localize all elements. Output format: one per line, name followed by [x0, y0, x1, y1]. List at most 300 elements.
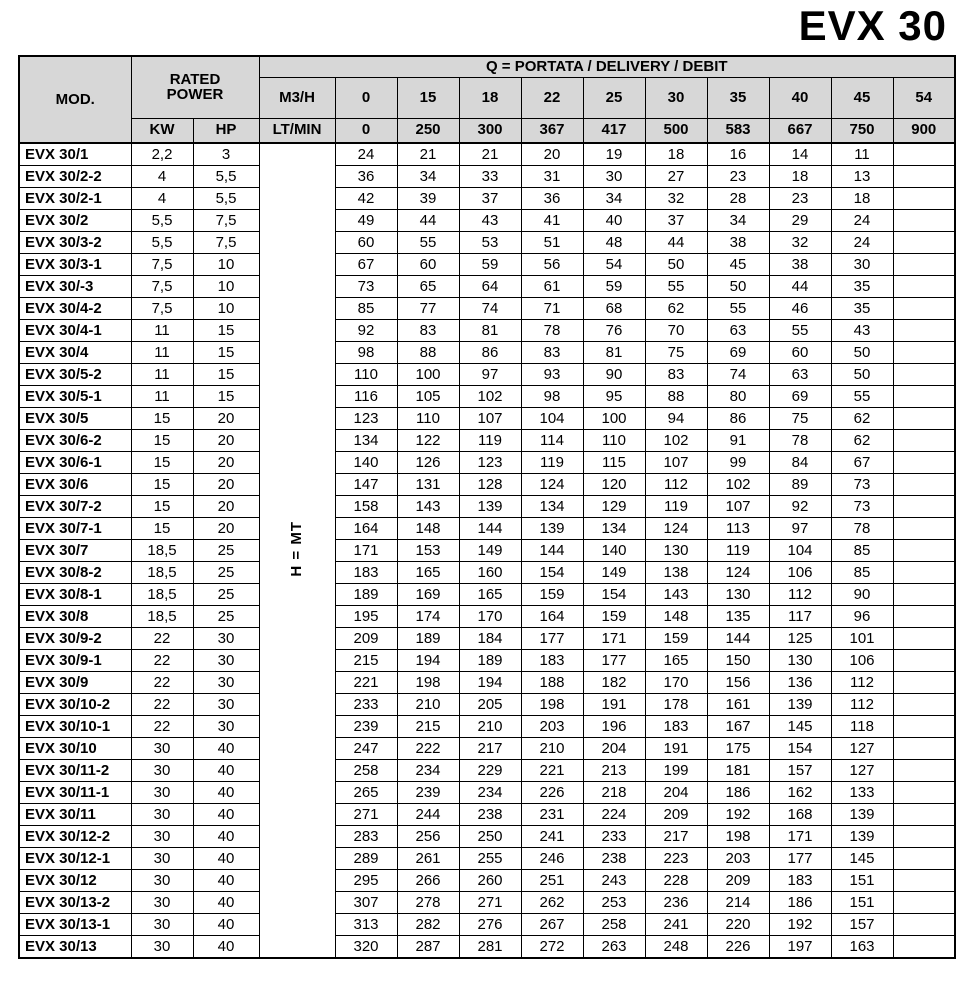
head-value-cell: 37: [459, 188, 521, 210]
hp-cell: 10: [193, 298, 259, 320]
head-value-cell: [893, 672, 955, 694]
head-value-cell: 31: [521, 166, 583, 188]
m3h-value: 25: [583, 77, 645, 118]
head-value-cell: 97: [769, 518, 831, 540]
head-value-cell: 175: [707, 738, 769, 760]
head-value-cell: 224: [583, 804, 645, 826]
head-value-cell: 60: [397, 254, 459, 276]
head-value-cell: 186: [769, 892, 831, 914]
head-value-cell: 295: [335, 870, 397, 892]
head-value-cell: 255: [459, 848, 521, 870]
kw-cell: 11: [131, 320, 193, 342]
head-value-cell: 170: [459, 606, 521, 628]
head-value-cell: 50: [645, 254, 707, 276]
head-value-cell: [893, 628, 955, 650]
head-value-cell: 198: [397, 672, 459, 694]
head-value-cell: 130: [645, 540, 707, 562]
head-value-cell: 60: [335, 232, 397, 254]
hp-cell: 10: [193, 254, 259, 276]
head-value-cell: [893, 430, 955, 452]
head-value-cell: [893, 804, 955, 826]
head-value-cell: 122: [397, 430, 459, 452]
head-value-cell: 139: [769, 694, 831, 716]
head-value-cell: 11: [831, 143, 893, 166]
head-value-cell: 281: [459, 936, 521, 959]
head-value-cell: 181: [707, 760, 769, 782]
model-cell: EVX 30/7-2: [19, 496, 131, 518]
table-row: [19, 210, 955, 232]
kw-cell: 30: [131, 826, 193, 848]
head-value-cell: [893, 606, 955, 628]
head-value-cell: 276: [459, 914, 521, 936]
head-value-cell: 214: [707, 892, 769, 914]
head-value-cell: 145: [769, 716, 831, 738]
head-value-cell: [893, 276, 955, 298]
head-value-cell: 271: [459, 892, 521, 914]
head-value-cell: 205: [459, 694, 521, 716]
head-value-cell: 102: [645, 430, 707, 452]
head-value-cell: 178: [645, 694, 707, 716]
rated-power-header: [131, 56, 259, 118]
head-value-cell: 51: [521, 232, 583, 254]
head-value-cell: 83: [397, 320, 459, 342]
model-cell: EVX 30/8: [19, 606, 131, 628]
model-cell: EVX 30/9-1: [19, 650, 131, 672]
head-value-cell: [893, 232, 955, 254]
head-value-cell: 90: [831, 584, 893, 606]
head-value-cell: 44: [645, 232, 707, 254]
head-value-cell: 102: [707, 474, 769, 496]
head-value-cell: [893, 496, 955, 518]
kw-cell: 30: [131, 892, 193, 914]
head-value-cell: [893, 188, 955, 210]
table-row: [19, 364, 955, 386]
head-value-cell: 139: [521, 518, 583, 540]
head-value-cell: 233: [583, 826, 645, 848]
head-value-cell: 38: [769, 254, 831, 276]
kw-cell: 15: [131, 496, 193, 518]
head-value-cell: 124: [707, 562, 769, 584]
head-value-cell: 49: [335, 210, 397, 232]
model-cell: EVX 30/7-1: [19, 518, 131, 540]
head-value-cell: 183: [769, 870, 831, 892]
head-value-cell: 192: [707, 804, 769, 826]
head-value-cell: [893, 760, 955, 782]
m3h-value: 45: [831, 77, 893, 118]
head-value-cell: 104: [521, 408, 583, 430]
table-row: [19, 628, 955, 650]
head-value-cell: 233: [335, 694, 397, 716]
model-cell: EVX 30/3-1: [19, 254, 131, 276]
head-value-cell: 67: [335, 254, 397, 276]
head-value-cell: 18: [831, 188, 893, 210]
head-value-cell: 92: [769, 496, 831, 518]
head-value-cell: 307: [335, 892, 397, 914]
head-value-cell: [893, 694, 955, 716]
kw-cell: 11: [131, 342, 193, 364]
head-value-cell: 163: [831, 936, 893, 959]
head-value-cell: 147: [335, 474, 397, 496]
kw-cell: 5,5: [131, 232, 193, 254]
head-value-cell: 134: [521, 496, 583, 518]
model-cell: EVX 30/2: [19, 210, 131, 232]
head-value-cell: 149: [459, 540, 521, 562]
kw-cell: 7,5: [131, 298, 193, 320]
model-cell: EVX 30/2-2: [19, 166, 131, 188]
table-row: [19, 430, 955, 452]
hp-cell: 15: [193, 342, 259, 364]
head-value-cell: 222: [397, 738, 459, 760]
head-value-cell: 177: [583, 650, 645, 672]
head-value-cell: 228: [645, 870, 707, 892]
head-value-cell: 63: [769, 364, 831, 386]
head-value-cell: 313: [335, 914, 397, 936]
head-value-cell: [893, 254, 955, 276]
head-value-cell: 123: [459, 452, 521, 474]
head-value-cell: 154: [583, 584, 645, 606]
head-value-cell: 215: [335, 650, 397, 672]
ltmin-value: 500: [645, 118, 707, 143]
head-value-cell: 282: [397, 914, 459, 936]
head-value-cell: 112: [769, 584, 831, 606]
head-value-cell: 165: [397, 562, 459, 584]
head-value-cell: 35: [831, 276, 893, 298]
head-value-cell: 110: [397, 408, 459, 430]
head-value-cell: 258: [335, 760, 397, 782]
kw-cell: 22: [131, 628, 193, 650]
head-value-cell: 36: [521, 188, 583, 210]
table-row: [19, 650, 955, 672]
head-value-cell: 75: [769, 408, 831, 430]
m3h-value: 22: [521, 77, 583, 118]
model-cell: EVX 30/12: [19, 870, 131, 892]
kw-cell: 30: [131, 848, 193, 870]
head-value-cell: 260: [459, 870, 521, 892]
kw-cell: 2,2: [131, 143, 193, 166]
head-value-cell: [893, 914, 955, 936]
head-value-cell: 139: [831, 804, 893, 826]
head-value-cell: 35: [831, 298, 893, 320]
head-value-cell: 106: [831, 650, 893, 672]
table-row: [19, 408, 955, 430]
model-cell: EVX 30/3-2: [19, 232, 131, 254]
delivery-header: Q = PORTATA / DELIVERY / DEBIT: [259, 56, 955, 77]
head-value-cell: 93: [521, 364, 583, 386]
head-value-cell: 60: [769, 342, 831, 364]
head-value-cell: 138: [645, 562, 707, 584]
hp-cell: 10: [193, 276, 259, 298]
head-value-cell: 135: [707, 606, 769, 628]
head-value-cell: 151: [831, 892, 893, 914]
hp-cell: 25: [193, 540, 259, 562]
head-value-cell: 112: [645, 474, 707, 496]
m3h-value: 18: [459, 77, 521, 118]
head-value-cell: 98: [335, 342, 397, 364]
model-cell: EVX 30/10-2: [19, 694, 131, 716]
model-cell: EVX 30/7: [19, 540, 131, 562]
head-value-cell: 161: [707, 694, 769, 716]
head-value-cell: 226: [707, 936, 769, 959]
hp-cell: 40: [193, 848, 259, 870]
head-value-cell: 119: [459, 430, 521, 452]
head-value-cell: 165: [459, 584, 521, 606]
m3h-value: 35: [707, 77, 769, 118]
head-value-cell: 159: [521, 584, 583, 606]
kw-cell: 30: [131, 870, 193, 892]
head-value-cell: 210: [397, 694, 459, 716]
head-value-cell: [893, 562, 955, 584]
head-value-cell: 183: [521, 650, 583, 672]
kw-cell: 30: [131, 760, 193, 782]
table-row: [19, 540, 955, 562]
table-row: [19, 342, 955, 364]
head-value-cell: 220: [707, 914, 769, 936]
head-value-cell: 36: [335, 166, 397, 188]
head-value-cell: [893, 408, 955, 430]
head-value-cell: 55: [769, 320, 831, 342]
model-cell: EVX 30/-3: [19, 276, 131, 298]
head-value-cell: 41: [521, 210, 583, 232]
head-value-cell: 91: [707, 430, 769, 452]
model-cell: EVX 30/6-1: [19, 452, 131, 474]
head-value-cell: 24: [831, 210, 893, 232]
head-value-cell: 127: [831, 760, 893, 782]
table-row: [19, 870, 955, 892]
head-value-cell: 27: [645, 166, 707, 188]
head-value-cell: 171: [769, 826, 831, 848]
head-value-cell: 246: [521, 848, 583, 870]
head-value-cell: 76: [583, 320, 645, 342]
head-value-cell: 144: [521, 540, 583, 562]
head-value-cell: 143: [645, 584, 707, 606]
table-row: [19, 166, 955, 188]
model-cell: EVX 30/4: [19, 342, 131, 364]
head-value-cell: 118: [831, 716, 893, 738]
table-row: [19, 826, 955, 848]
head-value-cell: 107: [707, 496, 769, 518]
hp-cell: 40: [193, 826, 259, 848]
head-value-cell: 99: [707, 452, 769, 474]
head-value-cell: 106: [769, 562, 831, 584]
kw-cell: 4: [131, 166, 193, 188]
head-value-cell: 131: [397, 474, 459, 496]
model-cell: EVX 30/11-1: [19, 782, 131, 804]
hp-cell: 7,5: [193, 232, 259, 254]
hp-cell: 40: [193, 892, 259, 914]
head-value-cell: 165: [645, 650, 707, 672]
kw-cell: 15: [131, 474, 193, 496]
m3h-value: 30: [645, 77, 707, 118]
head-value-cell: 204: [645, 782, 707, 804]
head-value-cell: 104: [769, 540, 831, 562]
m3h-value: 0: [335, 77, 397, 118]
head-value-cell: 198: [707, 826, 769, 848]
head-value-cell: [893, 936, 955, 959]
model-cell: EVX 30/8-2: [19, 562, 131, 584]
head-value-cell: 83: [645, 364, 707, 386]
head-value-cell: [893, 474, 955, 496]
head-value-cell: 113: [707, 518, 769, 540]
m3h-value: 54: [893, 77, 955, 118]
table-row: [19, 474, 955, 496]
head-value-cell: 198: [521, 694, 583, 716]
head-value-cell: [893, 892, 955, 914]
table-row: [19, 694, 955, 716]
h-mt-label: H = MT: [288, 520, 306, 577]
head-value-cell: 34: [397, 166, 459, 188]
head-value-cell: 84: [769, 452, 831, 474]
model-cell: EVX 30/6-2: [19, 430, 131, 452]
model-cell: EVX 30/2-1: [19, 188, 131, 210]
head-value-cell: 124: [645, 518, 707, 540]
kw-column-header: KW: [131, 118, 193, 143]
table-row: [19, 914, 955, 936]
head-value-cell: [893, 342, 955, 364]
head-value-cell: 117: [769, 606, 831, 628]
table-row: [19, 606, 955, 628]
model-cell: EVX 30/9: [19, 672, 131, 694]
head-value-cell: 85: [831, 540, 893, 562]
hp-cell: 30: [193, 628, 259, 650]
head-value-cell: 203: [707, 848, 769, 870]
head-value-cell: [893, 320, 955, 342]
model-cell: EVX 30/12-2: [19, 826, 131, 848]
head-value-cell: 85: [831, 562, 893, 584]
table-row: [19, 496, 955, 518]
head-value-cell: 114: [521, 430, 583, 452]
head-value-cell: 21: [397, 143, 459, 166]
head-value-cell: 258: [583, 914, 645, 936]
kw-cell: 15: [131, 430, 193, 452]
head-value-cell: 55: [707, 298, 769, 320]
head-value-cell: 171: [583, 628, 645, 650]
table-row: [19, 760, 955, 782]
hp-cell: 40: [193, 914, 259, 936]
kw-cell: 4: [131, 188, 193, 210]
head-value-cell: 83: [521, 342, 583, 364]
head-value-cell: 78: [831, 518, 893, 540]
head-value-cell: 24: [831, 232, 893, 254]
head-value-cell: [893, 518, 955, 540]
head-value-cell: 186: [707, 782, 769, 804]
model-cell: EVX 30/13-1: [19, 914, 131, 936]
head-value-cell: 50: [831, 364, 893, 386]
table-row: [19, 848, 955, 870]
head-value-cell: 159: [645, 628, 707, 650]
head-value-cell: 124: [521, 474, 583, 496]
table-row: [19, 562, 955, 584]
head-value-cell: 289: [335, 848, 397, 870]
ltmin-value: 750: [831, 118, 893, 143]
kw-cell: 30: [131, 738, 193, 760]
kw-cell: 22: [131, 672, 193, 694]
model-cell: EVX 30/4-1: [19, 320, 131, 342]
head-value-cell: 42: [335, 188, 397, 210]
head-value-cell: 243: [583, 870, 645, 892]
head-value-cell: 30: [831, 254, 893, 276]
head-value-cell: 33: [459, 166, 521, 188]
head-value-cell: 170: [645, 672, 707, 694]
head-value-cell: 136: [769, 672, 831, 694]
head-value-cell: 221: [335, 672, 397, 694]
head-value-cell: 223: [645, 848, 707, 870]
hp-cell: 40: [193, 804, 259, 826]
kw-cell: 18,5: [131, 606, 193, 628]
head-value-cell: 140: [583, 540, 645, 562]
head-value-cell: 271: [335, 804, 397, 826]
head-value-cell: 253: [583, 892, 645, 914]
head-value-cell: 238: [459, 804, 521, 826]
hp-cell: 15: [193, 386, 259, 408]
head-value-cell: 156: [707, 672, 769, 694]
kw-cell: 15: [131, 518, 193, 540]
head-value-cell: 261: [397, 848, 459, 870]
head-value-cell: 65: [397, 276, 459, 298]
head-value-cell: 96: [831, 606, 893, 628]
kw-cell: 22: [131, 650, 193, 672]
kw-cell: 18,5: [131, 562, 193, 584]
head-value-cell: 194: [397, 650, 459, 672]
m3h-value: 40: [769, 77, 831, 118]
head-value-cell: 100: [397, 364, 459, 386]
head-value-cell: 74: [707, 364, 769, 386]
model-cell: EVX 30/5-1: [19, 386, 131, 408]
hp-cell: 30: [193, 650, 259, 672]
head-value-cell: [893, 386, 955, 408]
table-row: [19, 738, 955, 760]
head-value-cell: 248: [645, 936, 707, 959]
head-value-cell: 55: [397, 232, 459, 254]
head-value-cell: 38: [707, 232, 769, 254]
head-value-cell: 171: [335, 540, 397, 562]
hp-cell: 15: [193, 320, 259, 342]
head-value-cell: 191: [583, 694, 645, 716]
head-value-cell: 43: [831, 320, 893, 342]
head-value-cell: 162: [769, 782, 831, 804]
head-value-cell: 129: [583, 496, 645, 518]
head-value-cell: 184: [459, 628, 521, 650]
head-value-cell: 197: [769, 936, 831, 959]
head-value-cell: 55: [831, 386, 893, 408]
head-value-cell: 234: [397, 760, 459, 782]
head-value-cell: 160: [459, 562, 521, 584]
head-value-cell: 287: [397, 936, 459, 959]
head-value-cell: 191: [645, 738, 707, 760]
hp-cell: 40: [193, 782, 259, 804]
head-value-cell: 188: [521, 672, 583, 694]
head-value-cell: 78: [521, 320, 583, 342]
model-cell: EVX 30/1: [19, 143, 131, 166]
head-value-cell: 239: [335, 716, 397, 738]
head-value-cell: 189: [397, 628, 459, 650]
hp-cell: 20: [193, 518, 259, 540]
head-value-cell: 241: [645, 914, 707, 936]
head-value-cell: 204: [583, 738, 645, 760]
head-value-cell: 236: [645, 892, 707, 914]
model-cell: EVX 30/11: [19, 804, 131, 826]
head-value-cell: 101: [831, 628, 893, 650]
kw-cell: 18,5: [131, 584, 193, 606]
head-value-cell: [893, 540, 955, 562]
head-value-cell: [893, 870, 955, 892]
model-cell: EVX 30/10-1: [19, 716, 131, 738]
head-value-cell: 102: [459, 386, 521, 408]
spec-table-body: [19, 143, 955, 958]
h-mt-cell: [259, 143, 335, 958]
head-value-cell: 217: [645, 826, 707, 848]
head-value-cell: 144: [707, 628, 769, 650]
hp-cell: 20: [193, 496, 259, 518]
